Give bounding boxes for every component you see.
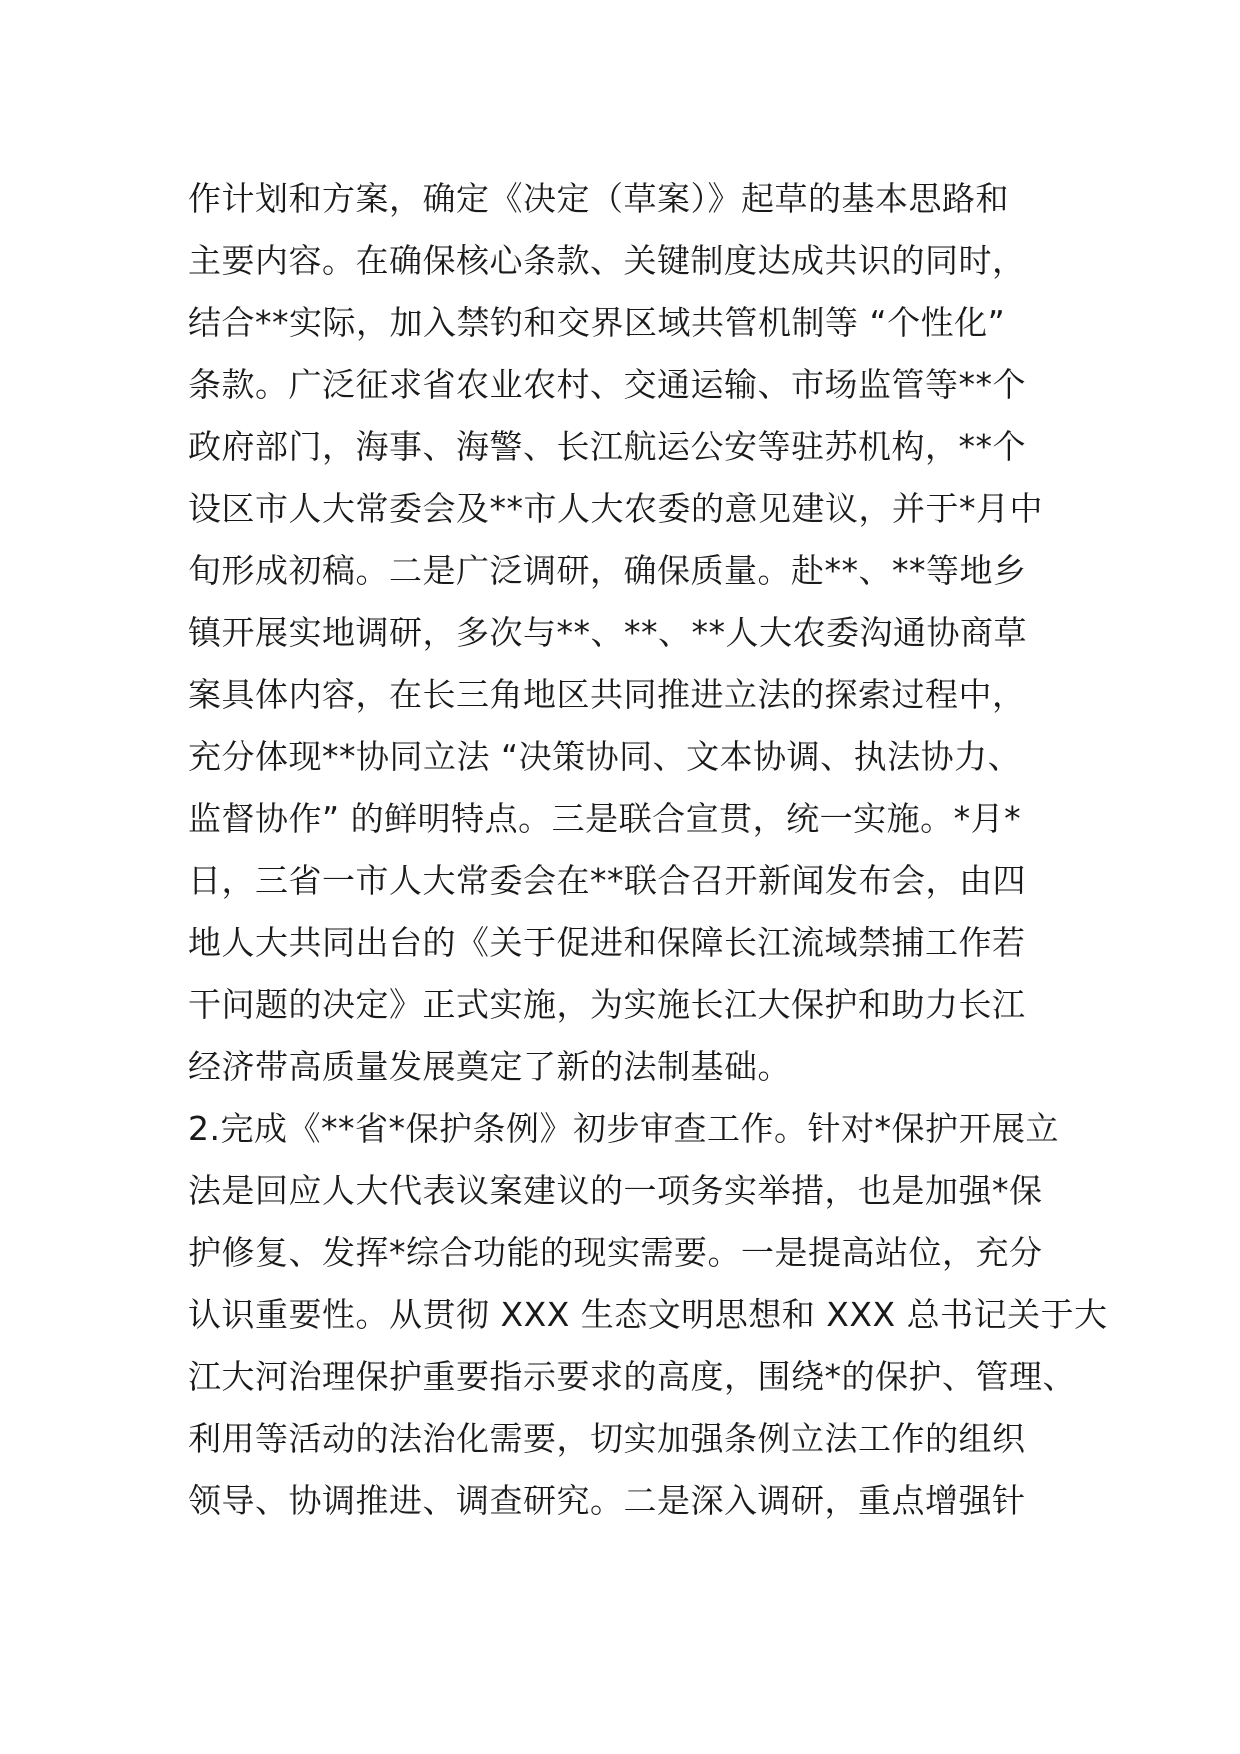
body-text (188, 168, 1108, 1532)
text-line: 政府部门，海事、海警、长江航运公安等驻苏机构，**个 (188, 427, 1026, 466)
text-line: 旬形成初稿。二是广泛调研，确保质量。赴**、**等地乡 (188, 551, 1027, 590)
text-line: 主要内容。在确保核心条款、关键制度达成共识的同时， (188, 241, 1026, 280)
text-line: 案具体内容，在长三角地区共同推进立法的探索过程中， (188, 675, 1026, 714)
text-line: 干问题的决定》正式实施，为实施长江大保护和助力长江 (188, 985, 1026, 1024)
text-line: 地人大共同出台的《关于促进和保障长江流域禁捕工作若 (188, 923, 1026, 962)
text-line: 经济带高质量发展奠定了新的法制基础。 (188, 1047, 791, 1086)
text-line: 结合**实际，加入禁钓和交界区域共管机制等 “个性化” (188, 303, 1006, 342)
text-line: 利用等活动的法治化需要，切实加强条例立法工作的组织 (188, 1419, 1026, 1458)
text-line: 护修复、发挥*综合功能的现实需要。一是提高站位，充分 (188, 1233, 1043, 1272)
text-line: 江大河治理保护重要指示要求的高度，围绕*的保护、管理、 (188, 1357, 1076, 1396)
text-line: 认识重要性。从贯彻 XXX 生态文明思想和 XXX 总书记关于大 (188, 1295, 1108, 1334)
text-line: 设区市人大常委会及**市人大农委的意见建议，并于*月中 (188, 489, 1043, 528)
text-line: 充分体现**协同立法 “决策协同、文本协调、执法协力、 (188, 737, 1022, 776)
text-line: 日，三省一市人大常委会在**联合召开新闻发布会，由四 (188, 861, 1026, 900)
text-line: 镇开展实地调研，多次与**、**、**人大农委沟通协商草 (188, 613, 1027, 652)
text-line: 领导、协调推进、调查研究。二是深入调研，重点增强针 (188, 1481, 1026, 1520)
text-line: 作计划和方案，确定《决定（草案）》起草的基本思路和 (188, 179, 1009, 218)
text-line: 监督协作” 的鲜明特点。三是联合宣贯，统一实施。*月* (188, 799, 1022, 838)
text-line: 2.完成《**省*保护条例》初步审查工作。针对*保护开展立 (188, 1109, 1059, 1148)
text-line: 法是回应人大代表议案建议的一项务实举措，也是加强*保 (188, 1171, 1043, 1210)
text-line: 条款。广泛征求省农业农村、交通运输、市场监管等**个 (188, 365, 1026, 404)
